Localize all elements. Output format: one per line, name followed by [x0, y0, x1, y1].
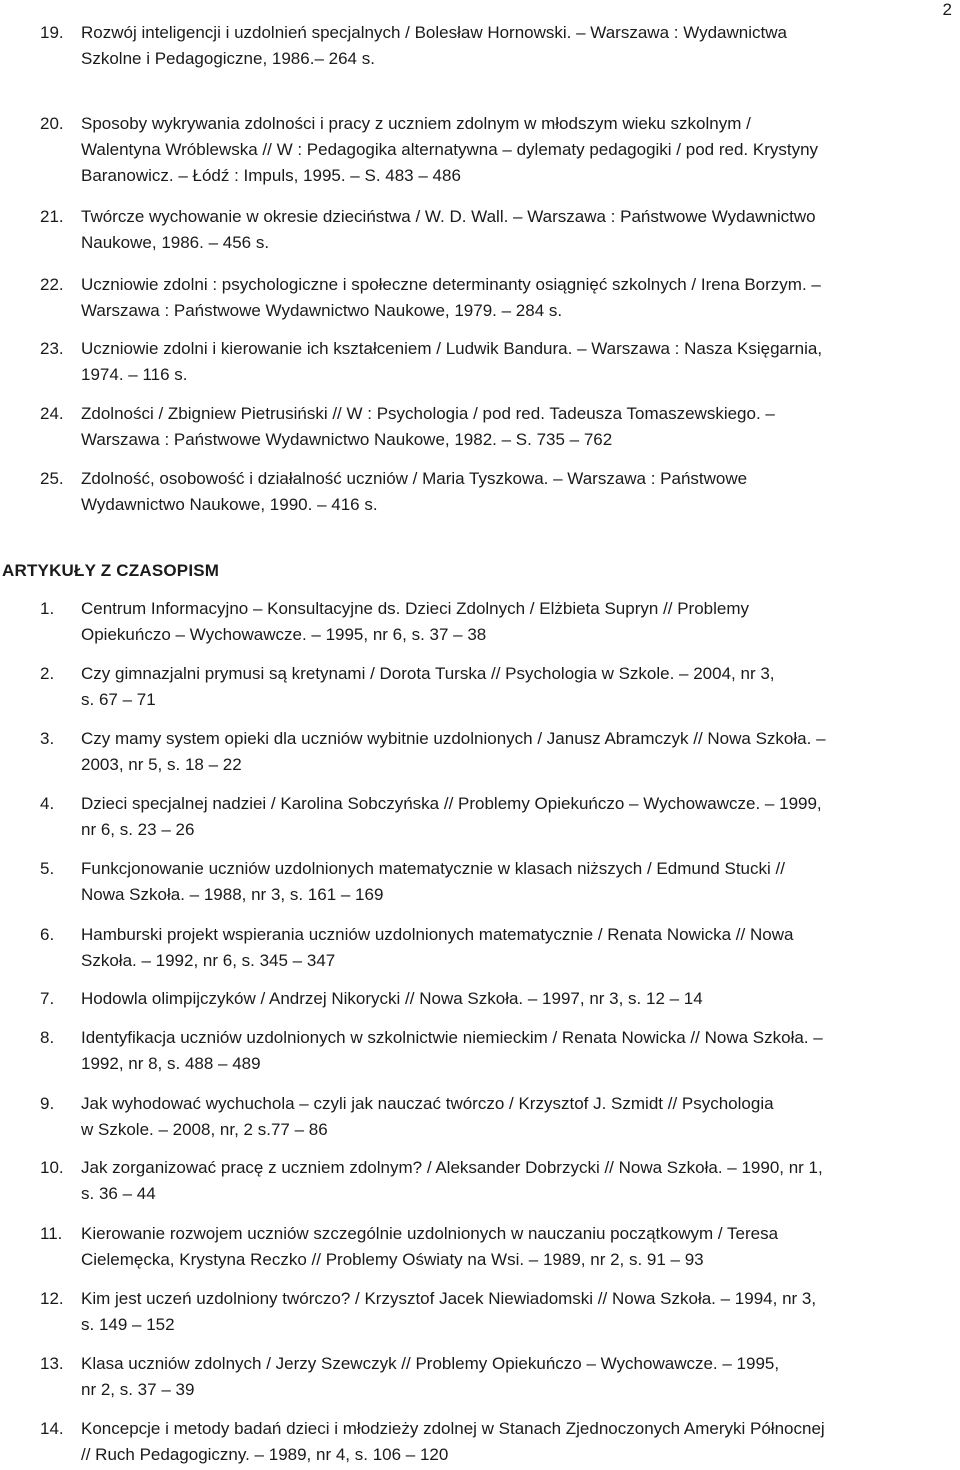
entry-line: Nowa Szkoła. – 1988, nr 3, s. 161 – 169 — [81, 885, 384, 904]
entry-line: Baranowicz. – Łódź : Impuls, 1995. – S. 483 – 486 — [81, 166, 461, 185]
entry-text — [81, 1025, 957, 1077]
entry-number: 5. — [40, 859, 55, 878]
entry-number: 4. — [40, 794, 55, 813]
entry-text — [81, 1286, 957, 1338]
entry-text — [81, 1351, 957, 1403]
entry-line: Czy gimnazjalni prymusi są kretynami / Dorota Turska // Psychologia w Szkole. – 2004, nr 3, — [81, 664, 775, 683]
entry-text — [81, 791, 957, 843]
entry-line: s. 149 – 152 — [81, 1315, 175, 1334]
entry-line: Warszawa : Państwowe Wydawnictwo Naukowe, 1979. – 284 s. — [81, 301, 563, 320]
entry-line: Kierowanie rozwojem uczniów szczególnie uzdolnionych w nauczaniu początkowym / Teresa — [81, 1224, 779, 1243]
entry-text — [81, 1416, 957, 1468]
entry-line: nr 2, s. 37 – 39 — [81, 1380, 195, 1399]
entry-line: Centrum Informacyjno – Konsultacyjne ds. Dzieci Zdolnych / Elżbieta Supryn // Problemy — [81, 599, 750, 618]
entry-text — [81, 596, 957, 648]
entry-number: 1. — [40, 599, 55, 618]
entry-line: s. 36 – 44 — [81, 1184, 156, 1203]
entry-number: 22. — [40, 275, 64, 294]
entry-line: nr 6, s. 23 – 26 — [81, 820, 195, 839]
entry-number: 19. — [40, 23, 64, 42]
entry-line: Funkcjonowanie uczniów uzdolnionych matematycznie w klasach niższych / Edmund Stucki // — [81, 859, 785, 878]
entry-line: Rozwój inteligencji i uzdolnień specjalnych / Bolesław Hornowski. – Warszawa : Wydawnictwa — [81, 23, 787, 42]
section-heading: ARTYKUŁY Z CZASOPISM — [2, 561, 220, 580]
entry-line: Opiekuńczo – Wychowawcze. – 1995, nr 6, s. 37 – 38 — [81, 625, 487, 644]
entry-line: // Ruch Pedagogiczny. – 1989, nr 4, s. 106 – 120 — [81, 1445, 449, 1464]
entry-line: Twórcze wychowanie w okresie dzieciństwa / W. D. Wall. – Warszawa : Państwowe Wydawnictwo — [81, 207, 816, 226]
entry-text — [81, 726, 957, 778]
entry-number: 12. — [40, 1289, 64, 1308]
entry-number: 2. — [40, 664, 55, 683]
entry-line: Zdolności / Zbigniew Pietrusiński // W : Psychologia / pod red. Tadeusza Tomaszewskiego. – — [81, 404, 775, 423]
page-number: 2 — [942, 0, 952, 19]
entry-text — [81, 661, 957, 713]
entry-line: Hamburski projekt wspierania uczniów uzdolnionych matematycznie / Renata Nowicka // Nowa — [81, 925, 794, 944]
entry-number: 20. — [40, 114, 64, 133]
entry-line: 1974. – 116 s. — [81, 365, 188, 384]
entry-line: Hodowla olimpijczyków / Andrzej Nikorycki // Nowa Szkoła. – 1997, nr 3, s. 12 – 14 — [81, 989, 703, 1008]
entry-line: 2003, nr 5, s. 18 – 22 — [81, 755, 242, 774]
entry-text — [81, 401, 957, 453]
entry-number: 24. — [40, 404, 64, 423]
entry-text — [81, 336, 957, 388]
entry-line: w Szkole. – 2008, nr, 2 s.77 – 86 — [81, 1120, 328, 1139]
entry-text — [81, 272, 957, 324]
entry-number: 13. — [40, 1354, 64, 1373]
entry-line: Dzieci specjalnej nadziei / Karolina Sobczyńska // Problemy Opiekuńczo – Wychowawcze. – 1999, — [81, 794, 822, 813]
entry-text — [81, 204, 957, 256]
entry-number: 6. — [40, 925, 55, 944]
entry-line: Warszawa : Państwowe Wydawnictwo Naukowe, 1982. – S. 735 – 762 — [81, 430, 613, 449]
entry-line: Jak zorganizować pracę z uczniem zdolnym? / Aleksander Dobrzycki // Nowa Szkoła. – 1990, nr 1, — [81, 1158, 823, 1177]
entry-line: Czy mamy system opieki dla uczniów wybitnie uzdolnionych / Janusz Abramczyk // Nowa Szkoła. – — [81, 729, 826, 748]
entry-line: Uczniowie zdolni : psychologiczne i społeczne determinanty osiągnięć szkolnych / Irena Borzym. – — [81, 275, 821, 294]
entry-text — [81, 20, 957, 72]
entry-line: Walentyna Wróblewska // W : Pedagogika alternatywna – dylematy pedagogiki / pod red. Krystyny — [81, 140, 819, 159]
entry-text — [81, 1091, 957, 1143]
entry-line: Zdolność, osobowość i działalność uczniów / Maria Tyszkowa. – Warszawa : Państwowe — [81, 469, 748, 488]
entry-line: Klasa uczniów zdolnych / Jerzy Szewczyk // Problemy Opiekuńczo – Wychowawcze. – 1995, — [81, 1354, 780, 1373]
entry-line: Jak wyhodować wychuchola – czyli jak nauczać twórczo / Krzysztof J. Szmidt // Psychologia — [81, 1094, 774, 1113]
entry-number: 9. — [40, 1094, 55, 1113]
entry-text — [81, 922, 957, 974]
entry-line: Naukowe, 1986. – 456 s. — [81, 233, 270, 252]
entry-number: 23. — [40, 339, 64, 358]
entry-line: Uczniowie zdolni i kierowanie ich kształceniem / Ludwik Bandura. – Warszawa : Nasza Księgarnia, — [81, 339, 823, 358]
entry-line: Wydawnictwo Naukowe, 1990. – 416 s. — [81, 495, 378, 514]
entry-text — [81, 856, 957, 908]
entry-text — [81, 1155, 957, 1207]
entry-number: 14. — [40, 1419, 64, 1438]
entry-line: Cielemęcka, Krystyna Reczko // Problemy Oświaty na Wsi. – 1989, nr 2, s. 91 – 93 — [81, 1250, 704, 1269]
entry-line: Szkoła. – 1992, nr 6, s. 345 – 347 — [81, 951, 336, 970]
entry-line: s. 67 – 71 — [81, 690, 156, 709]
entry-line: Sposoby wykrywania zdolności i pracy z uczniem zdolnym w młodszym wieku szkolnym / — [81, 114, 751, 133]
entry-line: Koncepcje i metody badań dzieci i młodzieży zdolnej w Stanach Zjednoczonych Ameryki Północnej — [81, 1419, 825, 1438]
entry-number: 11. — [40, 1224, 63, 1243]
entry-line: Kim jest uczeń uzdolniony twórczo? / Krzysztof Jacek Niewiadomski // Nowa Szkoła. – 1994, nr 3, — [81, 1289, 817, 1308]
entry-line: 1992, nr 8, s. 488 – 489 — [81, 1054, 261, 1073]
entry-line: Identyfikacja uczniów uzdolnionych w szkolnictwie niemieckim / Renata Nowicka // Nowa Szkoła. – — [81, 1028, 823, 1047]
entry-text — [81, 111, 957, 189]
entry-number: 3. — [40, 729, 55, 748]
entry-text — [81, 1221, 957, 1273]
entry-text — [81, 986, 957, 1012]
entry-text — [81, 466, 957, 518]
entry-number: 7. — [40, 989, 55, 1008]
entry-number: 25. — [40, 469, 64, 488]
entry-line: Szkolne i Pedagogiczne, 1986.– 264 s. — [81, 49, 375, 68]
entry-number: 8. — [40, 1028, 55, 1047]
entry-number: 21. — [40, 207, 64, 226]
entry-number: 10. — [40, 1158, 64, 1177]
